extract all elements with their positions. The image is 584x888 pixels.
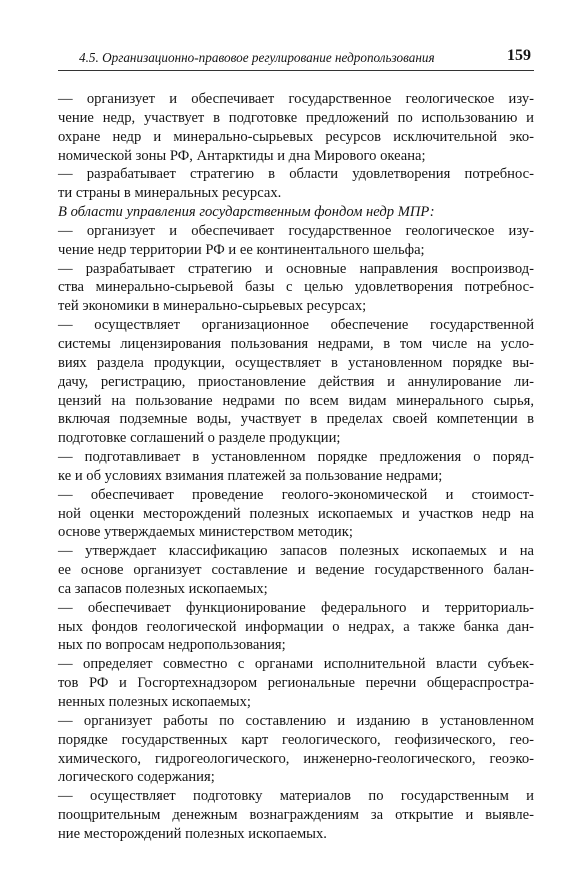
text-line: — обеспечивает функционирование федерального и территориаль- xyxy=(58,599,534,616)
page-number: 159 xyxy=(507,47,531,64)
text-line: порядке государственных карт геологического, геофизического, гео- xyxy=(58,731,534,748)
text-line: — организует и обеспечивает государственное геологическое изу- xyxy=(58,91,534,107)
text-line: ти страны в минеральных ресурсах. xyxy=(58,185,282,202)
text-line: включая подземные воды, участвует в пределах своей компетенции в xyxy=(58,411,534,428)
text-line: номической зоны РФ, Антарктиды и дна Мирового океана; xyxy=(58,147,426,164)
text-line: — разрабатывает стратегию и основные направления воспроизвод- xyxy=(58,260,534,277)
text-line: — утверждает классификацию запасов полезных ископаемых и на xyxy=(58,543,534,560)
text-line: — осуществляет подготовку материалов по государственным и xyxy=(58,788,534,805)
text-line: ее основе организует составление и ведение государственного балан- xyxy=(58,562,534,579)
text-line: поощрительным денежным вознаграждениям за открытие и выявле- xyxy=(58,807,534,824)
list-item xyxy=(58,486,534,543)
list-item xyxy=(58,260,534,317)
text-line: — подготавливает в установленном порядке предложения о поряд- xyxy=(58,449,534,466)
text-line: — разрабатывает стратегию в области удовлетворения потребнос- xyxy=(58,166,534,183)
page-header xyxy=(79,46,533,68)
list-item xyxy=(58,599,534,656)
text-line: ной оценки месторождений полезных ископаемых и участков недр на xyxy=(58,505,534,522)
list-item xyxy=(58,316,534,448)
text-line: охране недр и минерально-сырьевых ресурсов исключительной эко- xyxy=(58,128,534,145)
text-line: тов РФ и Госгортехнадзором региональные перечни общераспростра- xyxy=(58,675,534,692)
list-item xyxy=(58,448,534,486)
text-line: В области управления государственным фондом недр МПР: xyxy=(58,204,435,221)
list-item xyxy=(58,222,534,260)
text-line: ние месторождений полезных ископаемых. xyxy=(58,825,327,842)
text-line: ных по вопросам недропользования; xyxy=(58,637,286,654)
body-text xyxy=(58,90,534,844)
section-heading xyxy=(58,203,534,222)
text-line: тей экономики в минерально-сырьевых ресурсах; xyxy=(58,298,367,315)
list-item xyxy=(58,165,534,203)
text-line: ке и об условиях взимания платежей за пользование недрами; xyxy=(58,467,443,484)
list-item xyxy=(58,90,534,165)
text-line: — организует работы по составлению и изданию в установленном xyxy=(58,712,534,729)
text-line: чение недр территории РФ и ее континентального шельфа; xyxy=(58,241,425,258)
text-line: са запасов полезных ископаемых; xyxy=(58,580,268,597)
text-line: цензий на пользование недрами по всем видам минерального сырья, xyxy=(58,392,534,409)
text-line: дачу, регистрацию, приостановление действия и аннулирование ли- xyxy=(58,373,534,390)
running-title: 4.5. Организационно-правовое регулирование недропользования xyxy=(79,50,435,65)
text-line: химического, гидрогеологического, инженерно-геологического, геоэко- xyxy=(58,750,534,767)
text-line: виях раздела продукции, осуществляет в установленном порядке вы- xyxy=(58,354,534,371)
list-item xyxy=(58,787,534,844)
list-item xyxy=(58,655,534,712)
text-line: — определяет совместно с органами исполнительной власти субъек- xyxy=(58,656,534,673)
list-item xyxy=(58,712,534,787)
text-line: ненных полезных ископаемых; xyxy=(58,694,251,710)
text-line: чение недр, участвует в подготовке предложений по использованию и xyxy=(58,109,534,126)
text-line: подготовке соглашений о разделе продукции; xyxy=(58,430,341,447)
text-line: — осуществляет организационное обеспечение государственной xyxy=(58,317,534,334)
list-item xyxy=(58,542,534,599)
text-line: основе утверждаемых министерством методик; xyxy=(58,524,353,541)
text-line: системы лицензирования пользования недрами, в том числе на усло- xyxy=(58,335,534,352)
text-line: — организует и обеспечивает государственное геологическое изу- xyxy=(58,222,534,239)
header-rule xyxy=(58,70,534,71)
text-line: ства минерально-сырьевой базы с целью удовлетворения потребнос- xyxy=(58,279,534,296)
text-line: ных фондов геологической информации о недрах, а также банка дан- xyxy=(58,618,534,635)
text-line: логического содержания; xyxy=(58,769,215,786)
text-line: — обеспечивает проведение геолого-экономической и стоимост- xyxy=(58,486,534,503)
